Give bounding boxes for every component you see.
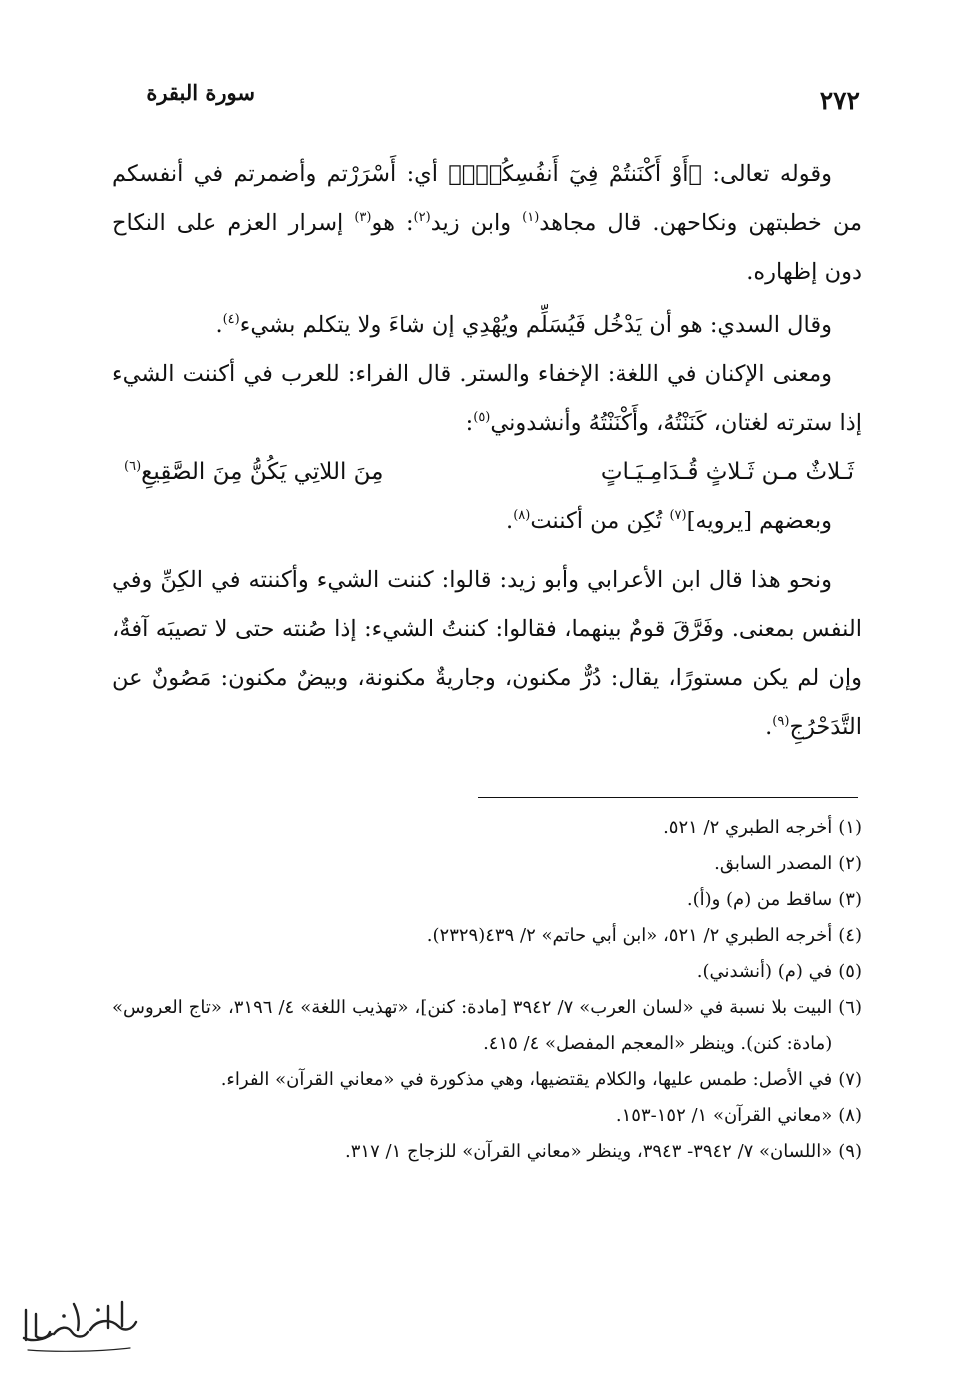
paragraph-4: وبعضهم [يرويه]$^{(٧)}$ تُكِن من أكننت$^{(٨)}$. — [506, 508, 832, 534]
verse-first-hemistich: ثَـلاثٌ مـن ثَـلاثٍ قُـدَامِـيَـاتٍ — [600, 459, 854, 485]
calligraphy-logo — [14, 1290, 144, 1360]
logo-stroke — [90, 1321, 136, 1330]
footnotes — [112, 810, 862, 1170]
footnote-3: (٣) ساقط من (م) و(أ). — [686, 889, 862, 910]
paragraph-5: ونحو هذا قال ابن الأعرابي وأبو زيد: قالوا: كننت الشيء وأكننته في الكِنِّ وفي النفس بمعنى. وفَرَّقَ قومٌ بينهما، فقالوا: كننتُ الشيء: إذا صُنته حتى لا تصيبَه آفةٌ، وإن لم يكن مستورًا، يقال: دُرٌّ مكنون، وجاريةٌ مكنونة، وبيضٌ مكنون: مَصُونٌ عن التَّدَحْرُجِ$^{(٩)}$. — [112, 567, 862, 740]
footnote-8: (٨) «معاني القرآن» ١/ ١٥٢-١٥٣. — [615, 1105, 862, 1126]
page-number: ٢٧٢ — [819, 86, 860, 115]
footnote-separator — [478, 797, 858, 798]
footnote-6: (٦) البيت بلا نسبة في «لسان العرب» ٧/ ٣٩٤٢ [مادة: كنن]، «تهذيب اللغة» ٤/ ٣١٩٦، «تاج العروس» (مادة: كنن). وينظر «المعجم المفصل» ٤/ ٤١٥. — [112, 997, 862, 1054]
footnote-7: (٧) في الأصل: طمس عليها، والكلام يقتضيها، وهي مذكورة في «معاني القرآن» الفراء. — [220, 1069, 862, 1090]
logo-dot — [96, 1308, 100, 1312]
logo-stroke — [54, 1328, 88, 1337]
footnote-ref-9[interactable]: (٩) — [772, 714, 790, 729]
footnote-ref-2[interactable]: (٢) — [413, 210, 431, 225]
footnote-ref-4[interactable]: (٤) — [222, 312, 240, 327]
logo-stroke — [36, 1314, 50, 1338]
footnote-ref-3[interactable]: (٣) — [354, 210, 372, 225]
verse-second-hemistich: مِنَ اللاتِي يَكُنُّ مِنَ الصَّقِيعِ$^{(٦)}$ — [124, 459, 384, 485]
footnote-1: (١) أخرجه الطبري ٢/ ٥٢١. — [663, 817, 862, 838]
logo-dot — [62, 1314, 66, 1318]
footnote-ref-5[interactable]: (٥) — [473, 410, 491, 425]
footnote-2: (٢) المصدر السابق. — [714, 853, 862, 874]
paragraph-3: ومعنى الإكنان في اللغة: الإخفاء والستر. قال الفراء: للعرب في أكننت الشيء إذا سترته لغتان، كَنَنْتُهُ، وأَكْنَنْتُهُ وأنشدوني$^{(٥)}$: — [112, 361, 862, 436]
running-header-title: سورة البقرة — [146, 80, 255, 105]
poetry-verse — [112, 448, 862, 497]
logo-underline — [28, 1348, 130, 1351]
footnote-4: (٤) أخرجه الطبري ٢/ ٥٢١، «ابن أبي حاتم» ٢/ ٤٣٩(٢٣٢٩). — [426, 925, 862, 946]
footnote-9: (٩) «اللسان» ٧/ ٣٩٤٢- ٣٩٤٣، وينظر «معاني القرآن» للزجاج ١/ ٣١٧. — [345, 1141, 862, 1162]
footnote-5: (٥) في (م) (أنشدني). — [696, 961, 862, 982]
paragraph-2: وقال السدي: هو أن يَدْخُل فَيُسَلِّم ويُهْدِي إن شاءَ ولا يتكلم بشيء$^{(٤)}$. — [215, 312, 832, 338]
footnote-ref-6[interactable]: (٦) — [124, 459, 142, 474]
footnote-ref-1[interactable]: (١) — [522, 210, 540, 225]
footnote-ref-7[interactable]: (٧) — [669, 508, 687, 523]
footnote-ref-8[interactable]: (٨) — [513, 508, 531, 523]
main-text — [112, 150, 862, 752]
logo-stroke — [74, 1304, 79, 1330]
paragraph-1: وقوله تعالى: ﴿أَوْ أَكْنَنتُمْ فِيٓ أَنفُسِكُمْۚ﴾ أي: أَسْرَرْتم وأضمرتم في أنفسكم من خطبتهن ونكاحهن. قال مجاهد$^{(١)}$ وابن زيد$^{(٢)}$: هو$^{(٣)}$ إسرار العزم على النكاح دون إظهاره. — [112, 161, 862, 285]
